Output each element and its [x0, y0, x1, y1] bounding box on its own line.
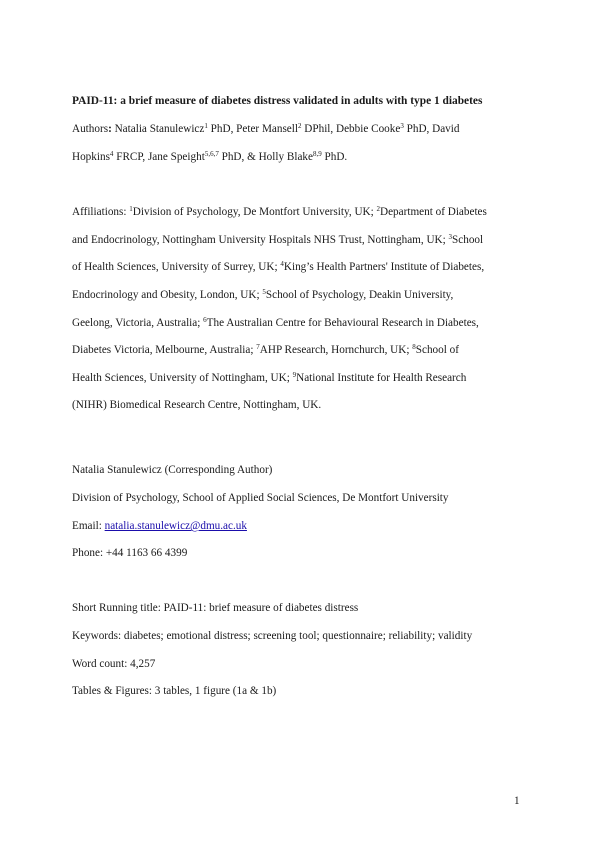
- affil-sup: 3: [448, 233, 453, 241]
- paper-title: PAID-11: a brief measure of diabetes distress validated in adults with type 1 diabetes: [72, 95, 483, 107]
- affil-sup: 4: [280, 260, 284, 268]
- author-text: PhD.: [321, 151, 348, 163]
- affil-text: Division of Psychology, De Montfort University, UK;: [132, 206, 377, 218]
- authors-label: Authors: [72, 123, 109, 135]
- affil-text: Geelong, Victoria, Australia;: [72, 317, 204, 329]
- affil-text: Endocrinology and Obesity, London, UK;: [72, 289, 263, 301]
- affil-sup: 7: [256, 343, 260, 351]
- affil-text: of Health Sciences, University of Surrey, UK;: [72, 261, 281, 273]
- affil-text: School of: [415, 344, 459, 356]
- author-text: PhD, & Holly Blake: [218, 151, 313, 163]
- page-number: 1: [514, 795, 520, 807]
- affiliations-line-5: [72, 316, 479, 330]
- affiliations-line-3: [72, 260, 484, 274]
- affil-text: AHP Research, Hornchurch, UK;: [259, 344, 413, 356]
- affil-sup: 5: [262, 288, 266, 296]
- affil-sup: 2: [298, 122, 302, 130]
- affil-sup: 1: [129, 205, 133, 213]
- author-text: Hopkins: [72, 151, 110, 163]
- email-link[interactable]: natalia.stanulewicz@dmu.ac.uk: [104, 520, 247, 532]
- authors-colon: :: [108, 123, 112, 135]
- affil-text: School: [452, 234, 484, 246]
- affil-sup: 8,9: [312, 150, 322, 158]
- author-text: DPhil, Debbie Cooke: [301, 123, 401, 135]
- affil-text: King’s Health Partners' Institute of Diabetes,: [283, 261, 485, 273]
- running-title: Short Running title: PAID-11: brief measure of diabetes distress: [72, 602, 359, 614]
- tables-figures: Tables & Figures: 3 tables, 1 figure (1a & 1b): [72, 685, 277, 697]
- affil-sup: 3: [400, 122, 404, 130]
- authors-line-2: [72, 150, 347, 164]
- email-line: [72, 519, 247, 533]
- affiliations-line-2: [72, 233, 483, 247]
- affil-sup: 4: [109, 150, 114, 158]
- author-department: Division of Psychology, School of Applied Social Sciences, De Montfort University: [72, 492, 449, 504]
- affil-sup: 9: [292, 371, 297, 379]
- affil-sup: 6: [203, 316, 207, 324]
- affil-text: Diabetes Victoria, Melbourne, Australia;: [72, 344, 257, 356]
- affil-text: Health Sciences, University of Nottingham, UK;: [72, 372, 293, 384]
- keywords: Keywords: diabetes; emotional distress; screening tool; questionnaire; reliability; validity: [72, 630, 473, 642]
- author-text: FRCP, Jane Speight: [113, 151, 205, 163]
- affil-text: and Endocrinology, Nottingham University Hospitals NHS Trust, Nottingham, UK;: [72, 234, 449, 246]
- affiliations-line-1: [72, 205, 487, 219]
- corresponding-author: Natalia Stanulewicz (Corresponding Author): [72, 464, 273, 476]
- affil-sup: 2: [376, 205, 381, 213]
- word-count: Word count: 4,257: [72, 658, 156, 670]
- affil-text: Affiliations:: [72, 206, 130, 218]
- affil-sup: 1: [204, 122, 208, 130]
- affiliations-line-8: (NIHR) Biomedical Research Centre, Nottingham, UK.: [72, 399, 322, 411]
- affil-text: School of Psychology, Deakin University,: [265, 289, 454, 301]
- affil-text: The Australian Centre for Behavioural Research in Diabetes,: [206, 317, 479, 329]
- email-label: Email:: [72, 520, 105, 532]
- affiliations-line-6: [72, 343, 459, 357]
- affil-text: Department of Diabetes: [380, 206, 487, 218]
- phone-line: Phone: +44 1163 66 4399: [72, 547, 188, 559]
- affil-sup: 5,6,7: [204, 150, 219, 158]
- affiliations-line-4: [72, 288, 453, 302]
- authors-line-1: [72, 122, 459, 136]
- affil-text: National Institute for Health Research: [296, 372, 467, 384]
- affiliations-line-7: [72, 371, 466, 385]
- affil-sup: 8: [412, 343, 416, 351]
- author-text: PhD, David: [403, 123, 460, 135]
- author-text: PhD, Peter Mansell: [207, 123, 298, 135]
- author-text: Natalia Stanulewicz: [111, 123, 205, 135]
